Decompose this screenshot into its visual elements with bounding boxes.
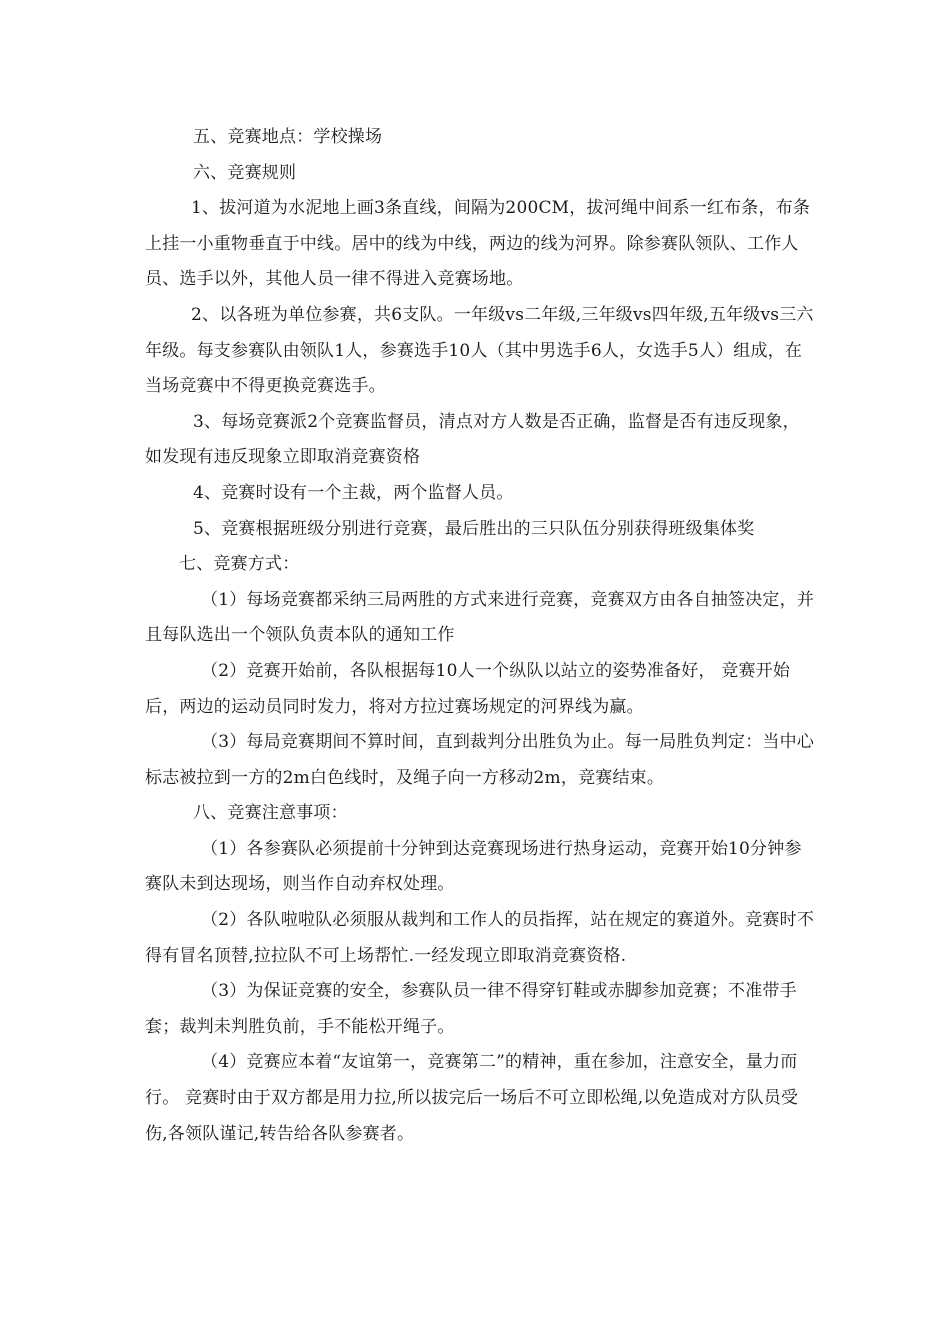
section-six-heading: 六、竞赛规则: [193, 162, 297, 183]
rule-3-paragraph: 3、每场竞赛派2个竞赛监督员，清点对方人数是否正确，监督是否有违反现象，如发现有违反现象立即取消竞赛资格: [145, 411, 800, 468]
section-seven-heading: 七、竞赛方式：: [179, 554, 300, 575]
notice-1-paragraph: （1）各参赛队必须提前十分钟到达竞赛现场进行热身运动，竞赛开始10分钟参赛队未到达现场，则当作自动弃权处理。: [145, 838, 802, 895]
notice-2-paragraph: （2）各队啦啦队必须服从裁判和工作人的员指挥，站在规定的赛道外。竞赛时不得有冒名顶替,拉拉队不可上场帮忙.一经发现立即取消竞赛资格.: [145, 910, 815, 966]
rule-4-paragraph: 4、竞赛时设有一个主裁，两个监督人员。: [193, 482, 514, 503]
method-2-paragraph: （2）竞赛开始前，各队根据每10人一个纵队以站立的姿势准备好， 竞赛开始后，两边的运动员同时发力，将对方拉过赛场规定的河界线为赢。: [145, 660, 791, 717]
notice-4-paragraph: （4）竞赛应本着“友谊第一，竞赛第二”的精神，重在参加，注意安全，量力而行。 竞赛时由于双方都是用力拉,所以拔完后一场后不可立即松绳,以免造成对方队员受伤,各领队谨记,转告给各队参赛者。: [145, 1052, 799, 1144]
section-eight-heading: 八、竞赛注意事项：: [193, 803, 348, 824]
rule-5-paragraph: 5、竞赛根据班级分别进行竞赛，最后胜出的三只队伍分别获得班级集体奖: [193, 518, 755, 539]
notice-3-paragraph: （3）为保证竞赛的安全，参赛队员一律不得穿钉鞋或赤脚参加竞赛；不准带手套；裁判未判胜负前，手不能松开绳子。: [145, 981, 797, 1037]
method-1-paragraph: （1）每场竞赛都采纳三局两胜的方式来进行竞赛，竞赛双方由各自抽签决定，并且每队选出一个领队负责本队的通知工作: [145, 589, 815, 646]
rule-2-paragraph: 2、以各班为单位参赛，共6支队。一年级vs二年级,三年级vs四年级,五年级vs三六年级。每支参赛队由领队1人，参赛选手10人（其中男选手6人，女选手5人）组成，在当场竞赛中不得更换竞赛选手。: [145, 304, 814, 397]
rule-1-paragraph: 1、拔河道为水泥地上画3条直线，间隔为200CM，拔河绳中间系一红布条，布条上挂一小重物垂直于中线。居中的线为中线，两边的线为河界。除参赛队领队、工作人员、选手以外，其他人员一律不得进入竞赛场地。: [145, 198, 811, 290]
method-3-paragraph: （3）每局竞赛期间不算时间，直到裁判分出胜负为止。每一局胜负判定：当中心标志被拉到一方的2m白色线时，及绳子向一方移动2m，竞赛结束。: [145, 732, 815, 788]
section-five-venue: 五、竞赛地点：学校操场: [193, 127, 383, 147]
document-body: [145, 120, 815, 1152]
